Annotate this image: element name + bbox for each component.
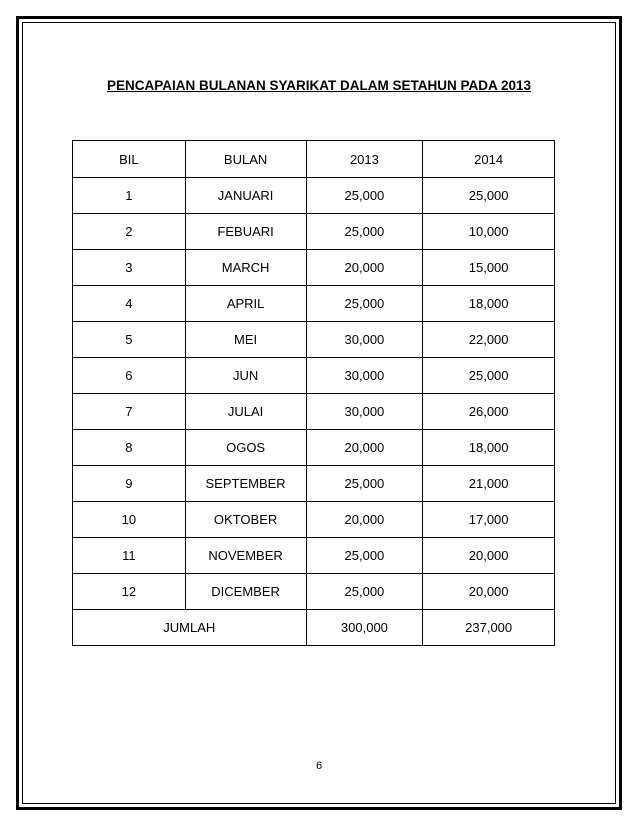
table-row (73, 178, 555, 214)
cell-bil: 8 (73, 430, 186, 466)
cell-2013: 20,000 (306, 502, 423, 538)
cell-bil: 3 (73, 250, 186, 286)
cell-bulan: JUN (185, 358, 306, 394)
cell-2014: 20,000 (423, 574, 555, 610)
cell-bulan: FEBUARI (185, 214, 306, 250)
table-row (73, 502, 555, 538)
table-header-row (73, 141, 555, 178)
table-row (73, 538, 555, 574)
table-row (73, 250, 555, 286)
header-2014: 2014 (423, 141, 555, 178)
cell-bulan: APRIL (185, 286, 306, 322)
document-title: PENCAPAIAN BULANAN SYARIKAT DALAM SETAHUN PADA 2013 (106, 78, 532, 93)
cell-bulan: NOVEMBER (185, 538, 306, 574)
header-bil: BIL (73, 141, 186, 178)
table-body (73, 178, 555, 610)
header-bulan: BULAN (185, 141, 306, 178)
cell-2013: 20,000 (306, 430, 423, 466)
cell-2013: 20,000 (306, 250, 423, 286)
cell-bil: 5 (73, 322, 186, 358)
table-row (73, 394, 555, 430)
cell-2013: 30,000 (306, 322, 423, 358)
cell-2013: 25,000 (306, 178, 423, 214)
table-row (73, 574, 555, 610)
cell-2013: 25,000 (306, 214, 423, 250)
cell-2014: 20,000 (423, 538, 555, 574)
page-number: 6 (315, 760, 323, 772)
cell-bulan: OKTOBER (185, 502, 306, 538)
table-row (73, 430, 555, 466)
cell-2014: 10,000 (423, 214, 555, 250)
header-2013: 2013 (306, 141, 423, 178)
cell-2014: 18,000 (423, 286, 555, 322)
cell-bulan: DICEMBER (185, 574, 306, 610)
cell-bil: 4 (73, 286, 186, 322)
cell-bil: 7 (73, 394, 186, 430)
table-row (73, 322, 555, 358)
cell-2013: 25,000 (306, 538, 423, 574)
table-row (73, 286, 555, 322)
monthly-performance-table (72, 140, 555, 646)
cell-bil: 10 (73, 502, 186, 538)
cell-2014: 25,000 (423, 178, 555, 214)
table-total-row (73, 610, 555, 646)
table-row (73, 466, 555, 502)
cell-bil: 12 (73, 574, 186, 610)
cell-bulan: OGOS (185, 430, 306, 466)
cell-2014: 18,000 (423, 430, 555, 466)
cell-bil: 1 (73, 178, 186, 214)
cell-bil: 6 (73, 358, 186, 394)
cell-2013: 25,000 (306, 574, 423, 610)
cell-bil: 2 (73, 214, 186, 250)
cell-bil: 11 (73, 538, 186, 574)
cell-bulan: JANUARI (185, 178, 306, 214)
cell-2013: 30,000 (306, 394, 423, 430)
cell-2013: 25,000 (306, 286, 423, 322)
cell-2014: 15,000 (423, 250, 555, 286)
cell-bulan: MARCH (185, 250, 306, 286)
cell-bulan: SEPTEMBER (185, 466, 306, 502)
cell-2013: 25,000 (306, 466, 423, 502)
cell-bil: 9 (73, 466, 186, 502)
cell-2014: 25,000 (423, 358, 555, 394)
total-label: JUMLAH (73, 610, 307, 646)
table-row (73, 214, 555, 250)
cell-bulan: JULAI (185, 394, 306, 430)
cell-2014: 22,000 (423, 322, 555, 358)
cell-2014: 21,000 (423, 466, 555, 502)
cell-2014: 26,000 (423, 394, 555, 430)
cell-bulan: MEI (185, 322, 306, 358)
total-2013: 300,000 (306, 610, 423, 646)
table-row (73, 358, 555, 394)
cell-2014: 17,000 (423, 502, 555, 538)
total-2014: 237,000 (423, 610, 555, 646)
cell-2013: 30,000 (306, 358, 423, 394)
